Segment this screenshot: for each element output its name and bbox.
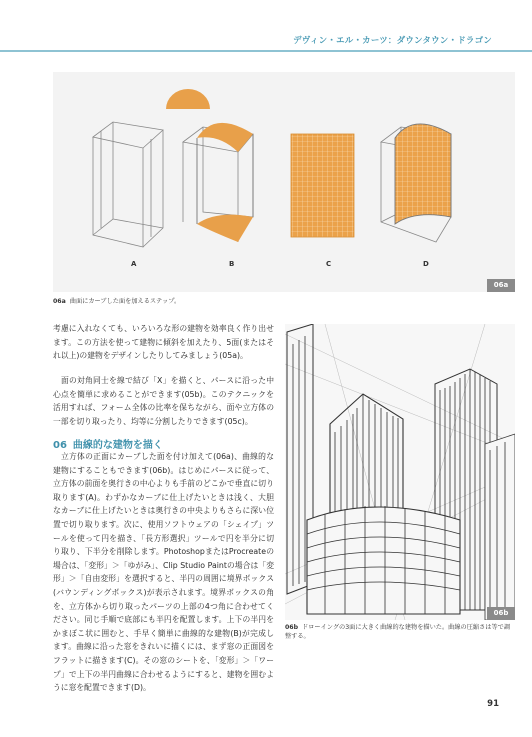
figure-tag-06a: 06a <box>487 279 515 292</box>
figure-label-c: C <box>326 260 332 268</box>
caption-num-06a: 06a <box>53 298 66 305</box>
box-a <box>93 122 163 247</box>
box-d <box>381 124 451 242</box>
header-rule <box>0 50 532 52</box>
paragraph-2-text: 面の対角同士を線で結び「X」を描くと、パースに沿った中心点を簡単に求めることができます(05b)。このテクニックを活用すれば、フォーム全体の比率を保ちながら、面や立方体の一部を切り取ったり、均等に分割したりできます(05c)。 <box>53 376 274 426</box>
half-circle-shape <box>166 89 210 109</box>
caption-num-06b: 06b <box>285 624 299 631</box>
section-title: 曲線的な建物を描く <box>72 440 163 451</box>
city-sketch <box>285 324 515 620</box>
caption-text-06a: 曲面にカーブした面を加えるステップ。 <box>69 298 181 305</box>
figure-06b <box>285 324 515 620</box>
paragraph-3 <box>53 450 274 695</box>
figure-label-d: D <box>423 260 429 268</box>
figure-label-b: B <box>229 260 235 268</box>
figure-06a-drawing <box>53 72 515 292</box>
page-number: 91 <box>487 699 499 709</box>
figure-label-a: A <box>131 260 137 268</box>
caption-text-06b: ドローイングの3面に大きく曲線的な建物を描いた。曲線の圧縮さは等で調整する。 <box>285 624 511 640</box>
paragraph-2 <box>53 374 274 428</box>
paragraph-1 <box>53 322 274 363</box>
figure-06a <box>53 72 515 292</box>
paragraph-1-text: 考慮に入れなくても、いろいろな形の建物を効率良く作り出せます。この方法を使って建物に傾斜を加えたり、5面(またはそれ以上)の建物をデザインしたりしてみましょう(05a)。 <box>53 324 274 361</box>
figure-caption-06a <box>53 296 180 305</box>
section-number: 06 <box>53 440 67 451</box>
figure-caption-06b <box>285 623 515 641</box>
running-header: デヴィン・エル・カーツ：ダウンタウン・ドラゴン <box>293 36 492 46</box>
figure-tag-06b: 06b <box>487 607 515 620</box>
window-sheet-c <box>291 134 354 237</box>
paragraph-3-text: 立方体の正面にカーブした面を付け加えて(06a)、曲線的な建物にすることもできます(06b)。はじめにパースに従って、立方体の前面を奥行きの中心よりも手前のどこかで垂直に切り取ります(A)。わずかなカーブに仕上げたいときは浅く、大胆なカーブに仕上げたいときは奥行きの中央よりもさらに深い位置で切り取ります。次に、使用ソフトウェアの「シェイプ」ツールを使って円を描き、「長方形選択」ツールで円を半分に切り取り、下半分を削除します。PhotoshopまたはProcreateの場合は、「変形」＞「ゆがみ」、Clip Studio Paintの場合は「変形」＞「自由変形」を選択すると、半円の周囲に境界ボックス(バウンディングボックス)が表示されます。境界ボックスの角を、立方体から切り取ったパーツの上部の4つ角に合わせてください。同じ手順で底部にも半円を配置します。上下の半円をかまぼこ状に囲むと、手早く簡単に曲線的な建物(B)が完成します。曲線に沿った窓をきれいに描くには、まず窓の正面図をフラットに描きます(C)。その窓のシートを、「変形」＞「ワープ」で上下の半円曲線に合わせるようにすると、建物を囲むように窓を配置できます(D)。 <box>53 452 274 693</box>
box-b <box>183 123 253 242</box>
section-heading <box>53 436 163 451</box>
